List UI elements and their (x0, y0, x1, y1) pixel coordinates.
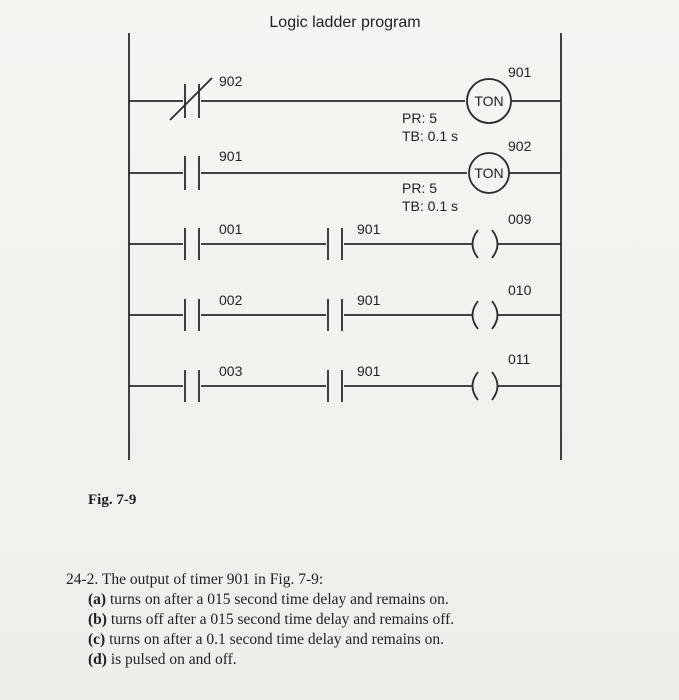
option-key: (b) (88, 611, 107, 628)
option-text: turns off after a 015 second time delay and remains off. (110, 611, 455, 628)
output-address-label: 011 (508, 351, 531, 367)
timer-symbol: TON (474, 165, 504, 181)
answer-option-b (66, 610, 666, 630)
contact-label: 003 (219, 363, 243, 379)
option-key: (d) (88, 651, 107, 668)
timer-preset: PR: 5 (402, 180, 438, 196)
normally-closed-slash (170, 78, 212, 120)
contact-label: 901 (219, 148, 243, 164)
output-address-label: 901 (508, 64, 532, 80)
option-text: turns on after a 015 second time delay and remains on. (109, 591, 449, 608)
timer-timebase: TB: 0.1 s (402, 128, 459, 144)
question-block (66, 570, 666, 670)
figure-caption: Fig. 7-9 (88, 492, 137, 508)
contact-label: 001 (219, 221, 243, 237)
question-number: 24-2. (66, 571, 99, 588)
contact-label: 901 (357, 363, 381, 379)
option-key: (c) (88, 631, 106, 648)
answer-option-a (66, 590, 666, 610)
contact-label: 901 (357, 292, 381, 308)
timer-timebase: TB: 0.1 s (402, 198, 459, 214)
option-text: turns on after a 0.1 second time delay and remains on. (109, 631, 444, 648)
option-text: is pulsed on and off. (110, 651, 237, 668)
answer-option-c (66, 630, 666, 650)
contact-label: 002 (219, 292, 243, 308)
output-address-label: 902 (508, 138, 532, 154)
output-address-label: 010 (508, 282, 532, 298)
diagram-title: Logic ladder program (269, 14, 421, 31)
output-address-label: 009 (508, 211, 532, 227)
option-key: (a) (88, 591, 107, 608)
rung-3 (129, 228, 561, 260)
contact-label: 901 (357, 221, 381, 237)
rung-4 (129, 299, 561, 331)
timer-symbol: TON (474, 93, 504, 109)
contact-label: 902 (219, 73, 243, 89)
question-stem (66, 570, 666, 590)
question-text: The output of timer 901 in Fig. 7-9: (101, 571, 324, 588)
answer-option-d (66, 650, 666, 670)
rung-5 (129, 370, 561, 402)
timer-preset: PR: 5 (402, 110, 438, 126)
